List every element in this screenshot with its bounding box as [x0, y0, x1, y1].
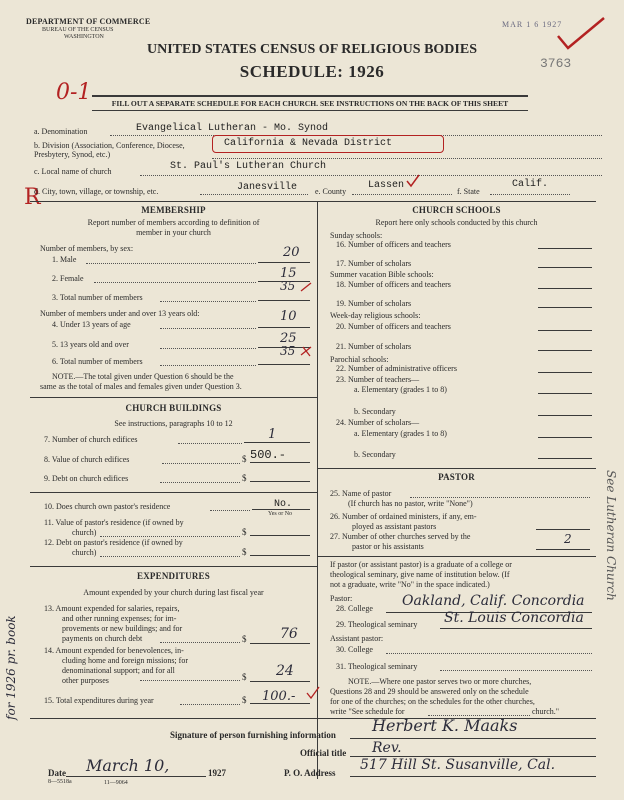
buildings-title: CHURCH BUILDINGS — [125, 403, 222, 413]
q2-value: 15 — [280, 266, 297, 281]
q29-label: 29. Theological seminary — [336, 620, 418, 629]
q4-value: 10 — [280, 309, 297, 324]
q15-line — [250, 703, 310, 704]
q8-dots — [162, 463, 240, 464]
assistant-label: Assistant pastor: — [330, 634, 384, 643]
received-stamp: MAR 1 6 1927 — [502, 20, 563, 29]
schools-sunday-label: Sunday schools: — [330, 231, 383, 240]
schools-q21-line — [538, 350, 592, 351]
q5-check-icon — [300, 346, 312, 358]
state-value: Calif. — [512, 179, 549, 190]
schools-bottom-rule — [317, 468, 596, 469]
q11-dots — [100, 536, 240, 537]
schools-summer-label: Summer vacation Bible schools: — [330, 270, 434, 279]
schools-q24a-line — [538, 437, 592, 438]
schools-q23a-line — [538, 393, 592, 394]
state-line — [490, 194, 570, 195]
q5-sum: 35 — [280, 344, 296, 358]
q12-line — [250, 555, 310, 556]
county-label: e. County — [315, 187, 347, 196]
date-line — [66, 776, 206, 777]
right-margin-note: See Lutheran Church — [604, 470, 618, 601]
membership-bottom-rule — [30, 397, 317, 398]
buildings-mid-rule — [30, 492, 317, 493]
red-pencil-mark: 0-1 — [56, 80, 92, 105]
county-check-icon — [406, 174, 420, 188]
q25-line — [410, 497, 590, 498]
schools-q21-label: 21. Number of scholars — [336, 342, 412, 351]
q2-check-icon — [300, 282, 312, 294]
q5-label: 5. 13 years old and over — [52, 340, 129, 349]
q3-line — [258, 300, 310, 301]
q13-label-line: 13. Amount expended for salaries, repairs, — [44, 604, 180, 613]
q12-dollar: $ — [242, 547, 247, 557]
signature-label: Signature of person furnishing information — [170, 730, 336, 740]
form-subtitle: SCHEDULE: 1926 — [239, 62, 385, 81]
q15-label: 15. Total expenditures during year — [44, 696, 154, 705]
grad-text-3: not a graduate, write "No" in the space indicated.) — [330, 580, 490, 589]
q29-line — [440, 628, 592, 629]
po-address-value: 517 Hill St. Susanville, Cal. — [360, 757, 556, 773]
bureau-name: BUREAU OF THE CENSUS — [42, 27, 114, 33]
left-margin-note: for 1926 pr. book — [4, 615, 18, 720]
city-value: Janesville — [237, 182, 298, 193]
schools-q24b-label: b. Secondary — [354, 450, 396, 459]
q28-value: Oakland, Calif. Concordia — [402, 593, 585, 609]
schools-q24a-label: a. Elementary (grades 1 to 8) — [354, 429, 447, 438]
pastor-label: Pastor: — [330, 594, 353, 603]
signature-line — [350, 738, 596, 739]
q2-sum: 35 — [280, 279, 296, 293]
official-title-label: Official title — [300, 748, 347, 758]
q31-line — [440, 670, 592, 671]
q4-dots — [160, 328, 256, 329]
red-r-mark: R — [24, 185, 41, 210]
schools-q19-line — [538, 307, 592, 308]
instruction-line: FILL OUT A SEPARATE SCHEDULE FOR EACH CHURCH. SEE INSTRUCTIONS ON THE BACK OF THIS SHEET — [111, 99, 509, 108]
q14-label-line: other purposes — [62, 676, 109, 685]
county-line — [352, 194, 452, 195]
q14-label-line: cluding home and foreign missions; for — [62, 656, 188, 665]
q6-dots — [160, 365, 256, 366]
state-label: f. State — [457, 187, 480, 196]
section-top-rule — [30, 201, 596, 202]
po-address-line — [350, 776, 596, 777]
schools-weekday-label: Week-day religious schools: — [330, 311, 421, 320]
q13-dollar: $ — [242, 634, 247, 644]
q15-check-icon — [306, 686, 320, 700]
date-label: Date — [48, 768, 66, 778]
schools-q23-label: 23. Number of teachers— — [336, 375, 420, 384]
schools-q18-line — [538, 288, 592, 289]
pastor-note-4: write "See schedule for — [330, 707, 405, 716]
division-label: b. Division (Association, Conference, Diocese, Presbytery, Synod, etc.) — [34, 141, 185, 159]
q9-label: 9. Debt on church edifices — [44, 474, 129, 483]
q12-dots — [100, 556, 240, 557]
q12-label-1: 12. Debt on pastor's residence (if owned by — [44, 538, 183, 547]
q9-dollar: $ — [242, 473, 247, 483]
grad-text-1: If pastor (or assistant pastor) is a graduate of a college or — [330, 560, 512, 569]
q10-value: No. — [274, 499, 293, 510]
membership-intro-1: Report number of members according to definition of — [87, 218, 260, 227]
pastor-mid-rule — [317, 556, 596, 557]
q14-line — [250, 681, 310, 682]
schools-q16-label: 16. Number of officers and teachers — [336, 240, 451, 249]
q2-dots — [94, 282, 256, 283]
schools-q16-line — [538, 248, 592, 249]
department-name: DEPARTMENT OF COMMERCE — [26, 17, 151, 26]
q6-line — [258, 364, 310, 365]
q13-value: 76 — [280, 626, 298, 642]
form-code-2: 11—9064 — [104, 780, 128, 786]
q8-value: 500.- — [250, 448, 287, 462]
q1-value: 20 — [283, 245, 300, 260]
membership-title: MEMBERSHIP — [141, 205, 206, 215]
buildings-bottom-rule — [30, 566, 317, 567]
q27-label-2: pastor or his assistants — [352, 542, 424, 551]
q9-dots — [160, 482, 240, 483]
q14-dollar: $ — [242, 672, 247, 682]
pastor-note-1: NOTE.—Where one pastor serves two or more churches, — [348, 677, 532, 686]
q13-dots — [160, 642, 240, 643]
schools-q20-label: 20. Number of officers and teachers — [336, 322, 451, 331]
q27-value: 2 — [564, 532, 572, 546]
q31-label: 31. Theological seminary — [336, 662, 418, 671]
expenditures-intro: Amount expended by your church during last fiscal year — [83, 588, 264, 597]
q5-dots — [160, 348, 256, 349]
schools-q23b-label: b. Secondary — [354, 407, 396, 416]
q27-line — [536, 549, 590, 550]
schools-intro: Report here only schools conducted by this church — [375, 218, 538, 227]
q13-label-line: provements or new buildings; and for — [62, 624, 183, 633]
county-value: Lassen — [368, 180, 405, 191]
schools-q22-line — [538, 372, 592, 373]
denomination-value: Evangelical Lutheran - Mo. Synod — [136, 123, 329, 134]
q8-dollar: $ — [242, 454, 247, 464]
city-name: WASHINGTON — [64, 34, 104, 40]
q11-label-2: church) — [72, 528, 97, 537]
date-year: 1927 — [208, 768, 226, 778]
members-by-sex-label: Number of members, by sex: — [40, 244, 134, 253]
membership-intro-2: member in your church — [136, 228, 211, 237]
q30-label: 30. College — [336, 645, 373, 654]
local-name-line — [140, 175, 602, 176]
q26-label-2: ployed as assistant pastors — [352, 522, 437, 531]
q4-label: 4. Under 13 years of age — [52, 320, 131, 329]
q11-dollar: $ — [242, 527, 247, 537]
q8-label: 8. Value of church edifices — [44, 455, 130, 464]
q7-line — [244, 442, 310, 443]
q1-dots — [86, 263, 256, 264]
schools-q23b-line — [538, 415, 592, 416]
pastor-note-4b: church." — [532, 707, 560, 716]
q25-label: 25. Name of pastor — [330, 489, 392, 498]
pastor-title: PASTOR — [438, 472, 475, 482]
q14-label-line: denominational support; and for all — [62, 666, 175, 675]
q15-dots — [180, 704, 240, 705]
membership-note-2: same as the total of males and females given under Question 3. — [40, 382, 242, 391]
red-circle-mark — [212, 135, 444, 153]
expenditures-title: EXPENDITURES — [137, 571, 210, 581]
q14-dots — [140, 680, 240, 681]
q11-label-1: 11. Value of pastor's residence (if owned by — [44, 518, 184, 527]
q10-dots — [210, 510, 250, 511]
q2-label: 2. Female — [52, 274, 84, 283]
schools-parochial-label: Parochial schools: — [330, 355, 389, 364]
q14-value: 24 — [276, 663, 294, 679]
pastor-note-2: Questions 28 and 29 should be answered only on the schedule — [330, 687, 529, 696]
q12-label-2: church) — [72, 548, 97, 557]
q13-label-line: and other running expenses; for im- — [62, 614, 177, 623]
denomination-label: a. Denomination — [34, 127, 88, 136]
header-rule-bottom — [92, 110, 528, 111]
header-rule-top — [92, 95, 528, 97]
schools-q17-label: 17. Number of scholars — [336, 259, 412, 268]
city-label: d. City, town, village, or township, etc. — [34, 187, 159, 196]
q3-dots — [160, 301, 256, 302]
schools-q24b-line — [538, 458, 592, 459]
date-value: March 10, — [86, 756, 170, 775]
local-name-label: c. Local name of church — [34, 167, 112, 176]
schools-q20-line — [538, 330, 592, 331]
q3-label: 3. Total number of members — [52, 293, 143, 302]
schools-title: CHURCH SCHOOLS — [412, 205, 501, 215]
q26-line — [536, 529, 590, 530]
q7-label: 7. Number of church edifices — [44, 435, 138, 444]
form-code: 8—5518a — [48, 779, 72, 785]
schools-q24-label: 24. Number of scholars— — [336, 418, 420, 427]
q15-dollar: $ — [242, 695, 247, 705]
q5-value: 25 — [280, 331, 297, 346]
official-title-value: Rev. — [372, 740, 402, 756]
q8-line — [250, 462, 310, 463]
schools-q17-line — [538, 267, 592, 268]
q13-line — [250, 643, 310, 644]
form-number: 3763 — [540, 56, 572, 71]
signature-value: Herbert K. Maaks — [372, 716, 518, 735]
q13-label-line: payments on church debt — [62, 634, 143, 643]
q11-line — [250, 535, 310, 536]
buildings-intro: See instructions, paragraphs 10 to 12 — [114, 419, 233, 428]
local-name-value: St. Paul's Lutheran Church — [170, 161, 327, 172]
q29-value: St. Louis Concordia — [444, 610, 584, 626]
q28-label: 28. College — [336, 604, 373, 613]
city-line — [200, 194, 308, 195]
q7-value: 1 — [268, 427, 277, 442]
q30-line — [386, 653, 592, 654]
q4-line — [258, 327, 310, 328]
q27-label-1: 27. Number of other churches served by the — [330, 532, 471, 541]
q1-label: 1. Male — [52, 255, 77, 264]
grad-text-2: theological seminary, give name of institution below. (If — [330, 570, 510, 579]
pastor-note-3: for one of the churches; on the schedules for the other churches, — [330, 697, 535, 706]
q26-label-1: 26. Number of ordained ministers, if any, em- — [330, 512, 477, 521]
schools-q19-label: 19. Number of scholars — [336, 299, 412, 308]
q15-value: 100.- — [262, 689, 296, 704]
schools-q18-label: 18. Number of officers and teachers — [336, 280, 451, 289]
schools-q22-label: 22. Number of administrative officers — [336, 364, 457, 373]
q6-label: 6. Total number of members — [52, 357, 143, 366]
q25-note: (If church has no pastor, write "None") — [348, 499, 473, 508]
q1-line — [258, 262, 310, 263]
q7-dots — [178, 443, 242, 444]
age-label: Number of members under and over 13 years old: — [40, 309, 200, 318]
division-value: California & Nevada District — [224, 138, 393, 149]
q14-label-line: 14. Amount expended for benevolences, in- — [44, 646, 184, 655]
schools-q23a-label: a. Elementary (grades 1 to 8) — [354, 385, 447, 394]
q10-label: 10. Does church own pastor's residence — [44, 502, 171, 511]
q10-line — [252, 509, 310, 510]
q9-line — [250, 481, 310, 482]
membership-note-1: NOTE.—The total given under Question 6 should be the — [52, 372, 234, 381]
form-title: UNITED STATES CENSUS OF RELIGIOUS BODIES — [146, 42, 477, 57]
yes-no-hint: Yes or No — [268, 511, 293, 517]
po-address-label: P. O. Address — [284, 768, 336, 778]
division-line — [212, 158, 602, 159]
